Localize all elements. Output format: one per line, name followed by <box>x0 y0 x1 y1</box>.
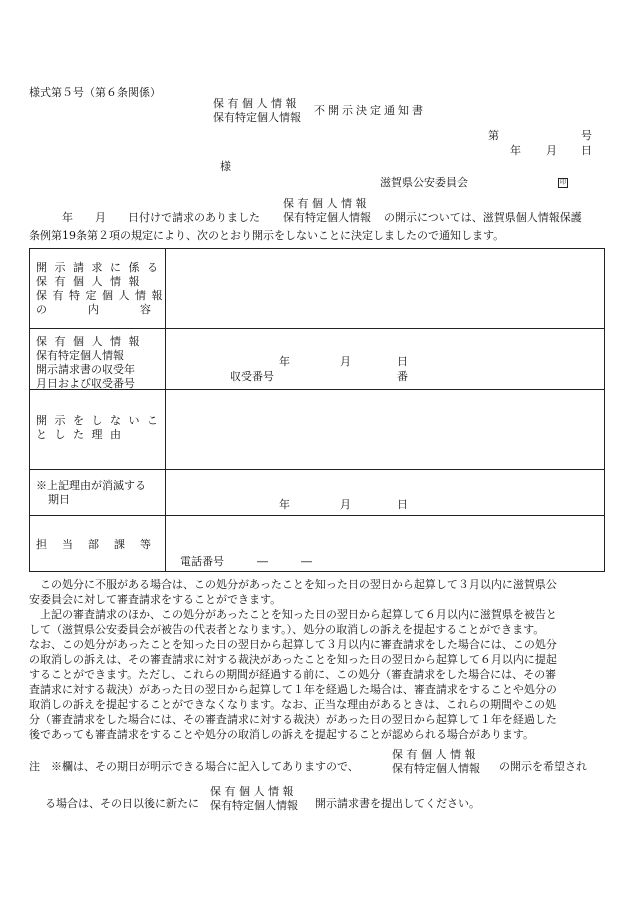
label-department-text: 担 当 部 課 等 <box>36 538 153 551</box>
date-day: 日 <box>581 144 592 157</box>
footnote-options <box>392 748 480 776</box>
form-number: 様式第５号（第６条関係） <box>29 86 161 99</box>
label-reason-line-2: と し た 理 由 <box>36 428 123 441</box>
label-receipt-line-1: 保 有 個 人 情 報 <box>36 335 142 348</box>
row-content <box>30 249 605 329</box>
note-line-9: 取消しの訴えを提起することができなくなります。なお、正当な理由があるときは、これらの期間やこの処 <box>29 698 557 711</box>
value-expiry <box>166 470 605 516</box>
receipt-month: 月 <box>340 355 351 368</box>
row-expiry <box>30 470 605 516</box>
addressee-suffix: 様 <box>220 160 231 173</box>
intro-options <box>283 197 371 225</box>
footnote-line2-prefix: る場合は、その日以後に新たに <box>45 797 199 810</box>
receipt-year: 年 <box>279 355 290 368</box>
label-reason <box>30 390 166 470</box>
footnote-prefix: 注 ※欄は、その期日が明示できる場合に記入してありますので、 <box>29 760 359 773</box>
label-receipt-line-2: 保有特定個人情報 <box>36 349 124 362</box>
title-option-2: 保有特定個人情報 <box>213 111 301 124</box>
document-title: 不開示決定通知書 <box>314 104 426 117</box>
row-department <box>30 516 605 572</box>
label-reason-line-1: 開 示 を し な い こ <box>36 414 160 427</box>
row-receipt <box>30 329 605 390</box>
note-line-6: の取消しの訴えは、その審査請求に対する裁決があったことを知った日の翌日から起算して６月以内に提起 <box>29 653 557 666</box>
intro-option-2: 保有特定個人情報 <box>283 211 371 224</box>
footnote-line2-after: 開示請求書を提出してください。 <box>315 797 480 810</box>
footnote-line2-options <box>210 785 298 813</box>
intro-date-part: 年 月 日付けで請求のありました <box>62 211 260 224</box>
phone-number: 電話番号 ― ― <box>180 555 312 568</box>
note-line-10: 分（審査請求をした場合には、その審査請求に対する裁決）があった日の翌日から起算して１年を経過した <box>29 713 557 726</box>
label-content-line-1: 開 示 請 求 に 係 る <box>36 261 160 274</box>
date-year: 年 <box>510 144 521 157</box>
label-expiry <box>30 470 166 516</box>
receipt-day: 日 <box>397 355 408 368</box>
intro-option-1: 保 有 個 人 情 報 <box>283 197 367 210</box>
number-prefix: 第 <box>488 129 499 142</box>
note-line-4: して（滋賀県公安委員会が被告の代表者となります。）、処分の取消しの訴えを提起することができます。 <box>29 623 545 636</box>
note-line-3: 上記の審査請求のほか、この処分があったことを知った日の翌日から起算して６月以内に滋賀県を被告と <box>29 608 557 621</box>
row-reason <box>30 390 605 470</box>
expiry-year: 年 <box>279 498 290 511</box>
label-content <box>30 249 166 329</box>
footnote-option-1: 保 有 個 人 情 報 <box>392 748 476 761</box>
value-reason <box>166 390 605 470</box>
label-expiry-line-1: ※上記理由が消滅する <box>36 479 146 492</box>
intro-after: の開示については、滋賀県個人情報保護 <box>384 211 582 224</box>
label-receipt-line-4: 月日および収受番号 <box>36 377 135 390</box>
expiry-day: 日 <box>397 498 408 511</box>
value-content <box>166 249 605 329</box>
label-department <box>30 516 166 572</box>
receipt-number-suffix: 番 <box>397 370 408 383</box>
notes-paragraph <box>29 577 609 742</box>
date-month: 月 <box>546 144 557 157</box>
expiry-month: 月 <box>340 498 351 511</box>
label-receipt-line-3: 開示請求書の収受年 <box>36 363 135 376</box>
label-content-line-4: の 内 容 <box>36 303 153 316</box>
footnote-line2-option-2: 保有特定個人情報 <box>210 799 298 812</box>
label-content-line-2: 保 有 個 人 情 報 <box>36 275 142 288</box>
note-line-5: なお、この処分があったことを知った日の翌日から起算して３月以内に審査請求をした場合には、この処分 <box>29 638 557 651</box>
value-receipt <box>166 329 605 390</box>
disclosure-form-table <box>29 248 605 572</box>
seal-mark: 印 <box>559 179 566 186</box>
note-line-8: 査請求に対する裁決）があった日の翌日から起算して１年を経過した場合は、審査請求をすることや処分の <box>29 683 557 696</box>
footnote-after: の開示を希望され <box>499 760 587 773</box>
number-suffix: 号 <box>581 129 592 142</box>
receipt-number-label: 収受番号 <box>230 370 274 383</box>
footnote-option-2: 保有特定個人情報 <box>392 762 480 775</box>
label-receipt <box>30 329 166 390</box>
label-content-line-3: 保 有 特 定 個 人 情 報 <box>36 289 164 302</box>
note-line-7: することができます。ただし、これらの期間が経過する前に、この処分（審査請求をした場合には、その審 <box>29 668 557 681</box>
value-department <box>166 516 605 572</box>
intro-line2: 条例第19条第２項の規定により、次のとおり開示をしないことに決定しましたので通知します。 <box>29 229 505 242</box>
label-expiry-line-2: 期日 <box>48 493 70 506</box>
note-line-11: 後であっても審査請求をすることや処分の取消しの訴えを提起することが認められる場合があります。 <box>29 728 535 741</box>
note-line-2: 安委員会に対して審査請求をすることができます。 <box>29 593 282 606</box>
title-option-1: 保 有 個 人 情 報 <box>213 97 297 110</box>
issuer-name: 滋賀県公安委員会 <box>380 176 468 189</box>
note-line-1: この処分に不服がある場合は、この処分があったことを知った日の翌日から起算して３月以内に滋賀県公 <box>29 578 557 591</box>
title-options <box>213 97 301 125</box>
footnote-line2-option-1: 保 有 個 人 情 報 <box>210 785 294 798</box>
